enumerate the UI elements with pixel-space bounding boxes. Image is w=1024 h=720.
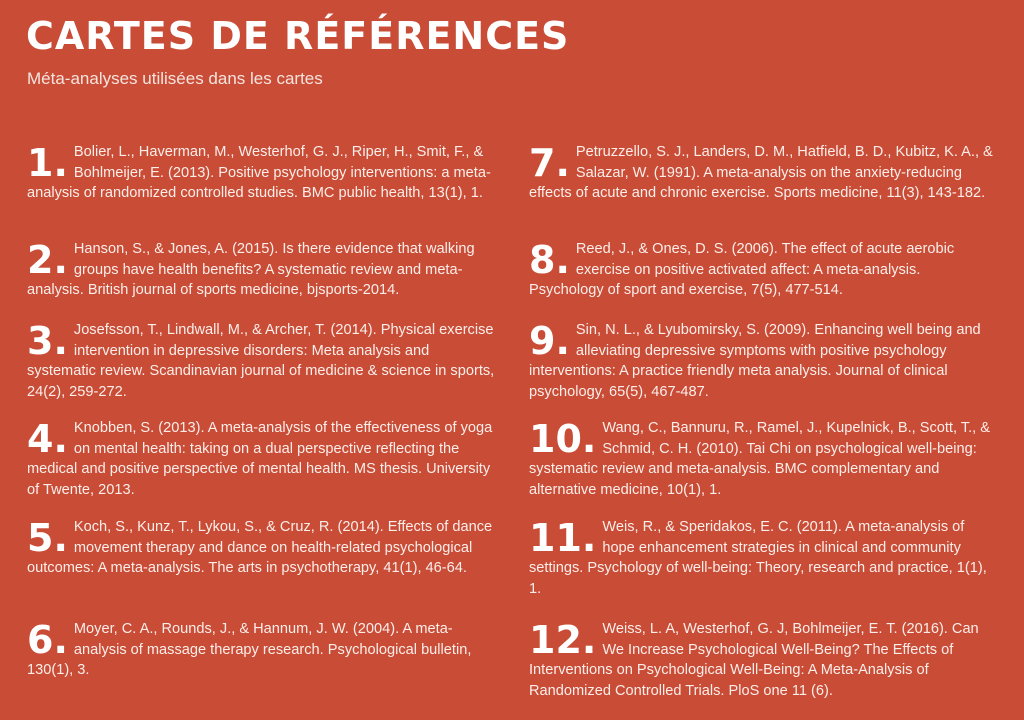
reference-number: 1. [27,141,68,185]
page-subtitle: Méta-analyses utilisées dans les cartes [27,69,323,88]
reference-text: Knobben, S. (2013). A meta-analysis of the effectiveness of yoga on mental health: taking on a dual perspective reflecting the medical and positive perspective of mental health. MS thesis. University of Twente, 2013. [27,420,493,498]
reference-number: 3. [27,319,68,363]
reference-text: Wang, C., Bannuru, R., Ramel, J., Kupelnick, B., Scott, T., & Schmid, C. H. (2010). Tai Chi on psychological well-being: systematic review and meta-analysis. BMC complementary and alternative medicine, 10(1), 1. [529,420,991,498]
reference-number: 7. [529,141,570,185]
reference-text: Bolier, L., Haverman, M., Westerhof, G. J., Riper, H., Smit, F., & Bohlmeijer, E. (2013). Positive psychology interventions: a meta-analysis of randomized controlled studies. BMC public health, 13(1), 1. [27,144,491,201]
reference-item [529,239,999,320]
reference-number: 5. [27,516,68,560]
reference-text: Weiss, L. A, Westerhof, G. J, Bohlmeijer, E. T. (2016). Can We Increase Psychological Well-Being? The Effects of Interventions on Psychological Well-Being: A Meta-Analysis of Randomized Controlled Trials. PloS one 11 (6). [529,621,979,699]
reference-text: Hanson, S., & Jones, A. (2015). Is there evidence that walking groups have health benefits? A systematic review and meta-analysis. British journal of sports medicine, bjsports-2014. [27,241,475,298]
reference-text: Reed, J., & Ones, D. S. (2006). The effect of acute aerobic exercise on positive activated affect: A meta-analysis. Psychology of sport and exercise, 7(5), 477-514. [529,241,955,298]
reference-item [27,517,497,619]
reference-text: Josefsson, T., Lindwall, M., & Archer, T. (2014). Physical exercise intervention in depressive disorders: Meta analysis and systematic review. Scandinavian journal of medicine & science in sports, 24(2), 259-272. [27,322,495,400]
reference-number: 10. [529,417,597,461]
reference-item [529,619,999,709]
reference-text: Koch, S., Kunz, T., Lykou, S., & Cruz, R. (2014). Effects of dance movement therapy and dance on health-related psychological outcomes: A meta-analysis. The arts in psychotherapy, 41(1), 46-64. [27,519,493,576]
reference-item [529,320,999,418]
reference-number: 6. [27,618,68,662]
reference-item [27,619,497,689]
reference-number: 9. [529,319,570,363]
references-right-column [529,142,999,709]
reference-text: Moyer, C. A., Rounds, J., & Hannum, J. W. (2004). A meta-analysis of massage therapy research. Psychological bulletin, 130(1), 3. [27,621,472,678]
reference-item [27,239,497,320]
reference-number: 11. [529,516,597,560]
reference-number: 4. [27,417,68,461]
reference-text: Petruzzello, S. J., Landers, D. M., Hatfield, B. D., Kubitz, K. A., & Salazar, W. (1991). A meta-analysis on the anxiety-reducing effects of acute and chronic exercise. Sports medicine, 11(3), 143-182. [529,144,993,201]
reference-item [27,320,497,418]
reference-item [27,418,497,517]
page-title: CARTES DE RÉFÉRENCES [26,14,570,58]
references-left-column [27,142,497,689]
reference-item [529,418,999,517]
reference-item [27,142,497,239]
reference-text: Weis, R., & Speridakos, E. C. (2011). A meta-analysis of hope enhancement strategies in clinical and community settings. Psychology of well-being: Theory, research and practice, 1(1), 1. [529,519,987,597]
reference-item [529,517,999,619]
reference-number: 2. [27,238,68,282]
reference-item [529,142,999,239]
reference-text: Sin, N. L., & Lyubomirsky, S. (2009). Enhancing well being and alleviating depressive symptoms with positive psychology interventions: A practice friendly meta analysis. Journal of clinical psychology, 65(5), 467-487. [529,322,981,400]
reference-number: 8. [529,238,570,282]
reference-number: 12. [529,618,597,662]
